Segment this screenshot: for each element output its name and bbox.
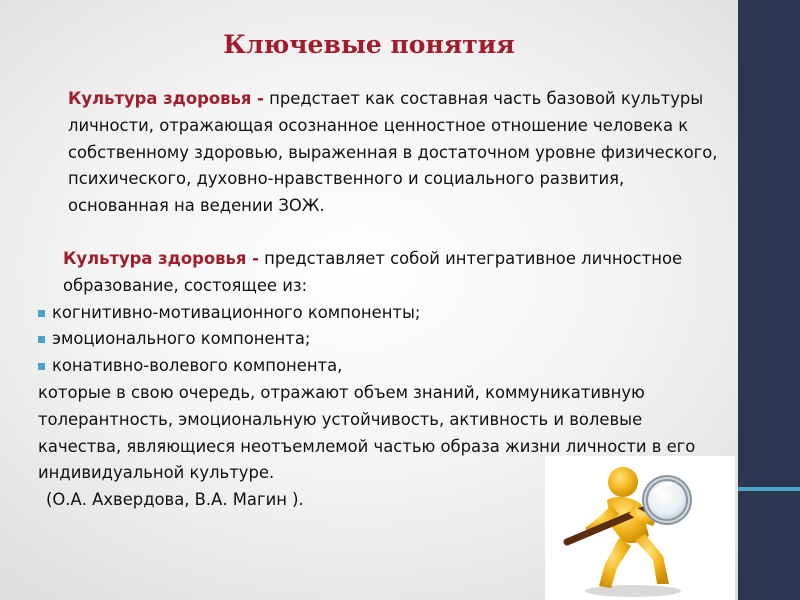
definition-1-text: предстает как составная часть базовой культуры личности, отражающая осознанное ценностное отношение человека к собственному здоровью, выраженная в достаточном уровне физического, психического, духовно-нравственного и социального развития, основанная на ведении ЗОЖ. <box>68 89 718 216</box>
sidebar-stripe <box>738 487 800 491</box>
slide-title: Ключевые понятия <box>223 30 515 59</box>
person-with-magnifier-icon <box>545 456 735 600</box>
bullet-square-icon <box>38 336 45 343</box>
definition-2-text: представляет собой интегративное личностное образование, состоящее из: <box>63 248 683 295</box>
list-item: эмоционального компонента; <box>38 326 718 353</box>
citation: (О.А. Ахвердова, В.А. Магин ). <box>46 490 304 510</box>
bullet-square-icon <box>38 363 45 370</box>
term-2: Культура здоровья - <box>63 248 259 268</box>
bullet-square-icon <box>38 310 45 317</box>
right-sidebar <box>738 0 800 600</box>
illustration <box>545 456 735 600</box>
slide-body <box>38 86 718 514</box>
conclusion-paragraph: которые в свою очередь, отражают объем знаний, коммуникативную толерантность, эмоциональную устойчивость, активность и волевые качества, являющиеся неотъемлемой частью образа жизни личности в его индивидуальной культуре. <box>38 382 696 483</box>
list-item: конативно-волевого компонента, <box>38 353 718 380</box>
definition-paragraph-1 <box>38 86 718 220</box>
component-list <box>38 300 718 380</box>
term-1: Культура здоровья - <box>68 89 264 108</box>
list-item: когнитивно-мотивационного компоненты; <box>38 300 718 327</box>
definition-paragraph-2 <box>38 246 718 300</box>
